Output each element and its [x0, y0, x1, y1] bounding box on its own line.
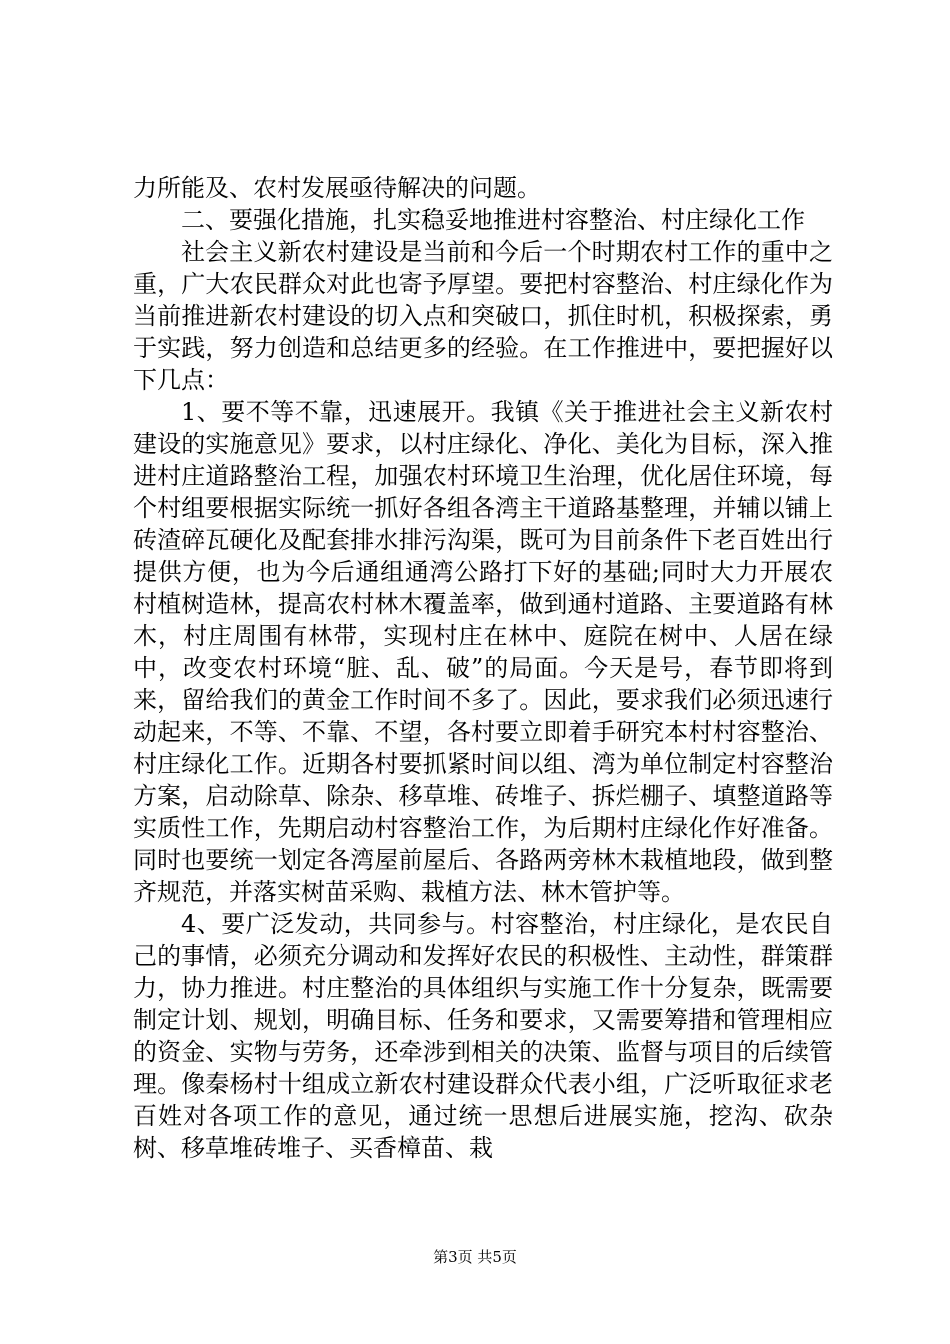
paragraph-4: 1、要不等不靠，迅速展开。我镇《关于推进社会主义新农村建设的实施意见》要求，以村庄绿化、净化、美化为目标，深入推进村庄道路整治工程，加强农村环境卫生治理，优化居住环境，每个村组要根据实际统一抓好各组各湾主干道路基整理，并辅以铺上砖渣碎瓦硬化及配套排水排污沟渠，既可为目前条件下老百姓出行提供方便，也为今后通组通湾公路打下好的基础;同时大力开展农村植树造林，提高农村林木覆盖率，做到通村道路、主要道路有林木，村庄周围有林带，实现村庄在林中、庭院在树中、人居在绿中，改变农村环境“脏、乱、破”的局面。今天是号，春节即将到来，留给我们的黄金工作时间不多了。因此，要求我们必须迅速行动起来，不等、不靠、不望，各村要立即着手研究本村村容整治、村庄绿化工作。近期各村要抓紧时间以组、湾为单位制定村容整治方案，启动除草、除杂、移草堆、砖堆子、拆烂棚子、填整道路等实质性工作，先期启动村容整治工作，为后期村庄绿化作好准备。同时也要统一划定各湾屋前屋后、各路两旁林木栽植地段，做到整齐规范，并落实树苗采购、栽植方法、林木管护等。 [133, 398, 833, 906]
paragraph-5: 4、要广泛发动，共同参与。村容整治，村庄绿化，是农民自己的事情，必须充分调动和发挥好农民的积极性、主动性，群策群力，协力推进。村庄整治的具体组织与实施工作十分复杂，既需要制定计划、规划，明确目标、任务和要求，又需要筹措和管理相应的资金、实物与劳务，还牵涉到相关的决策、监督与项目的后续管理。像秦杨村十组成立新农村建设群众代表小组，广泛听取征求老百姓对各项工作的意见，通过统一思想后进展实施，挖沟、砍杂树、移草堆砖堆子、买香樟苗、栽 [133, 910, 833, 1162]
document-body [133, 172, 833, 1164]
page-number: 第3页 共5页 [433, 1248, 517, 1266]
paragraph-1: 力所能及、农村发展亟待解决的问题。 [133, 174, 541, 202]
paragraph-2-heading: 二、要强化措施，扎实稳妥地推进村容整治、村庄绿化工作 [181, 206, 805, 234]
paragraph-3: 社会主义新农村建设是当前和今后一个时期农村工作的重中之重，广大农民群众对此也寄予厚望。要把村容整治、村庄绿化作为当前推进新农村建设的切入点和突破口，抓住时机，积极探索，勇于实践，努力创造和总结更多的经验。在工作推进中，要把握好以下几点： [133, 238, 833, 394]
